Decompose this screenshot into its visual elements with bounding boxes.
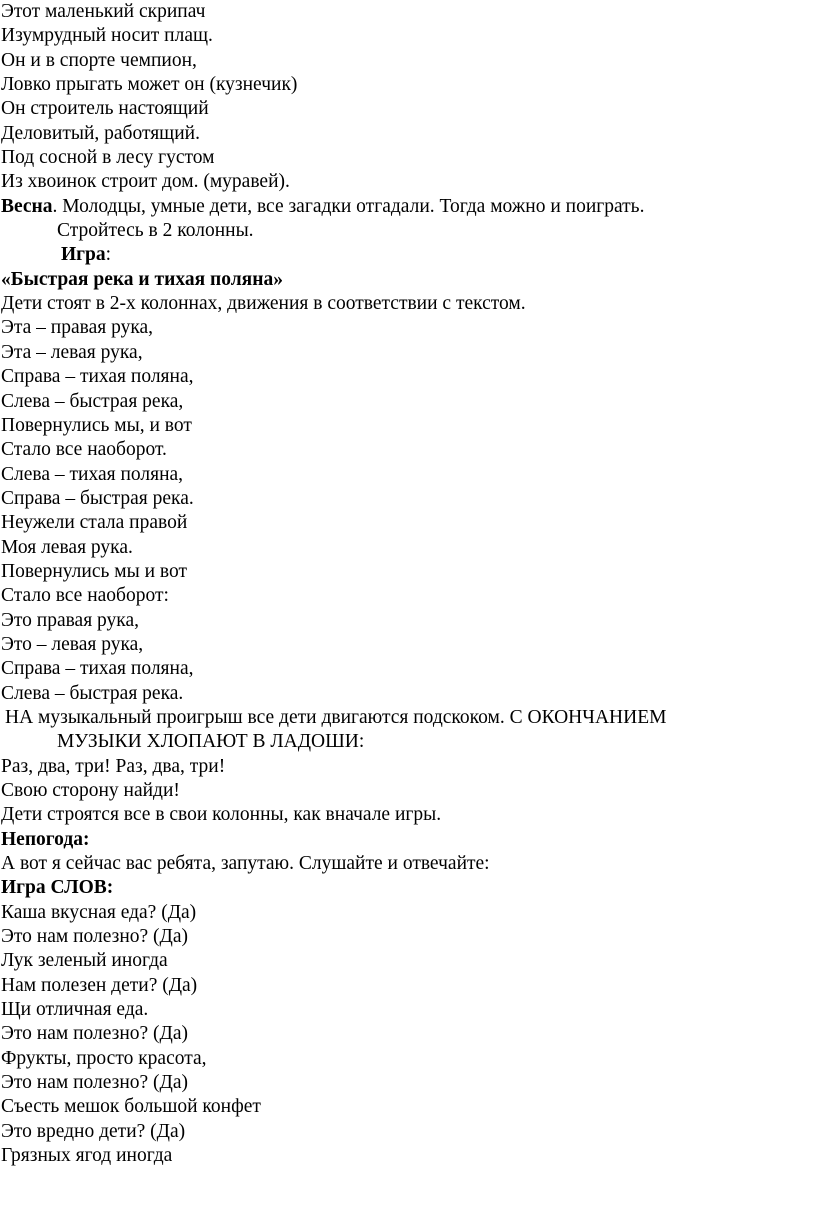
riddle-line: Под сосной в лесу густом: [1, 147, 215, 169]
word-game-line: Это нам полезно? (Да): [1, 1072, 188, 1094]
verse-line: Эта – правая рука,: [1, 317, 154, 339]
word-game-title: Игра СЛОВ:: [1, 877, 114, 899]
vesna-speech-cont: Стройтесь в 2 колонны.: [57, 220, 254, 242]
verse-line: Слева – быстрая река.: [1, 682, 184, 704]
verse-line: Это правая рука,: [1, 609, 140, 631]
word-game-line: Нам полезен дети? (Да): [1, 974, 198, 996]
verse-line: Неужели стала правой: [1, 512, 188, 534]
word-game-line: Лук зеленый иногда: [1, 950, 168, 972]
verse-line: Справа – быстрая река.: [1, 487, 194, 509]
music-instruction: НА музыкальный проигрыш все дети двигаются подскоком. С ОКОНЧАНИЕМ: [5, 706, 667, 728]
word-game-line: Съесть мешок большой конфет: [1, 1096, 261, 1118]
vesna-speech: [0, 195, 816, 219]
verse-line: Справа – тихая поляна,: [1, 658, 194, 680]
game-title: «Быстрая река и тихая поляна»: [1, 268, 283, 290]
riddle-line: Деловитый, работящий.: [1, 122, 200, 144]
game-label-line: [0, 243, 816, 267]
word-game-line: Грязных ягод иногда: [1, 1145, 173, 1167]
word-game-line: Это вредно дети? (Да): [1, 1120, 186, 1142]
verse-line: Повернулись мы и вот: [1, 560, 187, 582]
verse-line: Стало все наоборот:: [1, 585, 169, 607]
riddle-line: Изумрудный носит плащ.: [1, 25, 213, 47]
nepogoda-text: А вот я сейчас вас ребята, запутаю. Слушайте и отвечайте:: [1, 853, 490, 875]
word-game-line: Щи отличная еда.: [1, 999, 149, 1021]
verse-line: Слева – быстрая река,: [1, 390, 184, 412]
verse-line: Эта – левая рука,: [1, 341, 143, 363]
riddle-line: Ловко прыгать может он (кузнечик): [1, 74, 298, 96]
riddle-line: Из хвоинок строит дом. (муравей).: [1, 171, 290, 193]
vesna-text: . Молодцы, умные дети, все загадки отгадали. Тогда можно и поиграть.: [52, 195, 645, 217]
riddle-line: Этот маленький скрипач: [1, 1, 206, 22]
riddle-line: Он строитель настоящий: [1, 98, 209, 120]
speaker-vesna: Весна: [1, 195, 53, 217]
verse-line: Повернулись мы, и вот: [1, 414, 192, 436]
verse-line: Справа – тихая поляна,: [1, 366, 194, 388]
word-game-line: Каша вкусная еда? (Да): [1, 901, 197, 923]
game-intro: Дети стоят в 2-х колоннах, движения в соответствии с текстом.: [1, 293, 526, 315]
game-label-colon: :: [105, 244, 112, 266]
after-line: Раз, два, три! Раз, два, три!: [1, 755, 226, 777]
after-line: Дети строятся все в свои колонны, как вначале игры.: [1, 804, 442, 826]
game-label: Игра: [61, 244, 106, 266]
verse-line: Стало все наоборот.: [1, 439, 167, 461]
word-game-line: Фрукты, просто красота,: [1, 1047, 207, 1069]
verse-line: Это – левая рука,: [1, 633, 144, 655]
after-line: Свою сторону найди!: [1, 780, 180, 801]
word-game-line: Это нам полезно? (Да): [1, 1023, 188, 1045]
speaker-nepogoda: Непогода:: [1, 828, 90, 850]
riddle-line: Он и в спорте чемпион,: [1, 49, 197, 71]
music-instruction-cont: МУЗЫКИ ХЛОПАЮТ В ЛАДОШИ:: [57, 731, 365, 753]
verse-line: Моя левая рука.: [1, 536, 133, 558]
verse-line: Слева – тихая поляна,: [1, 463, 184, 485]
word-game-line: Это нам полезно? (Да): [1, 926, 188, 948]
